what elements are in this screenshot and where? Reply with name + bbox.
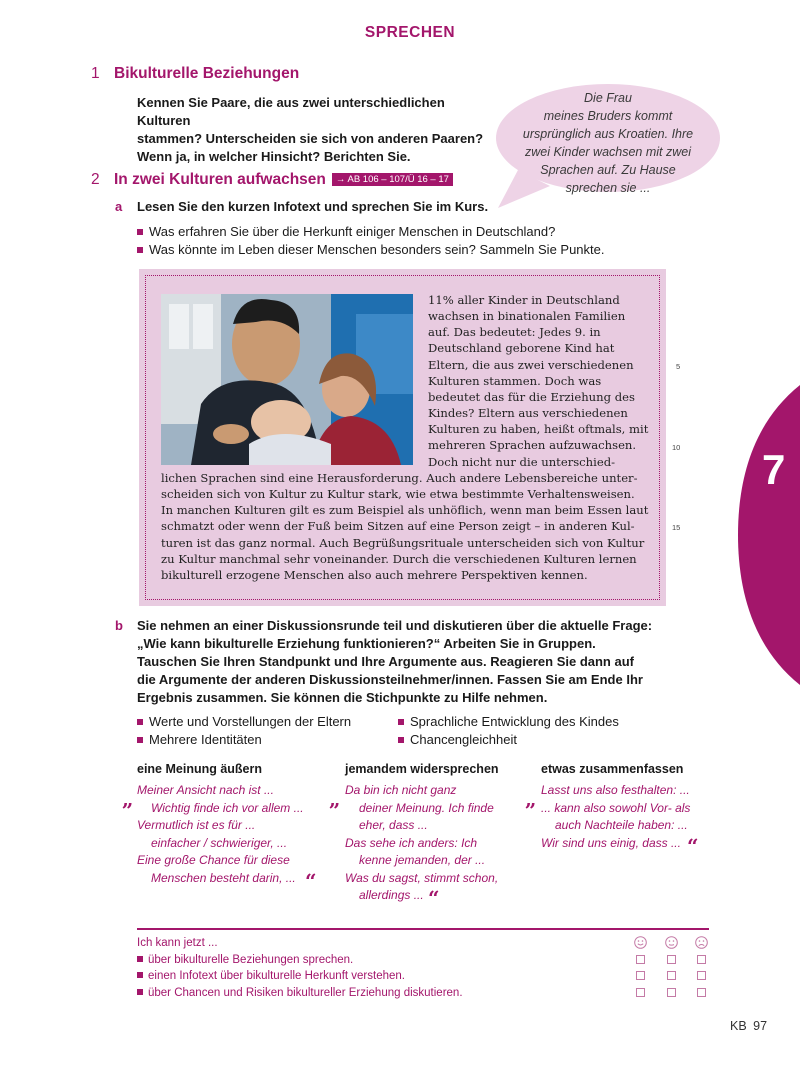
- cando-item: über Chancen und Risiken bikultureller Erziehung diskutieren.: [137, 985, 617, 1002]
- checkbox-row1-good[interactable]: [636, 955, 645, 964]
- chapter-number: 7: [762, 446, 786, 493]
- workbook-reference: → AB 106 – 107/Ü 16 – 17: [332, 173, 453, 186]
- phrase-head-opinion: eine Meinung äußern: [137, 762, 263, 776]
- phrase-list-summarize: Lasst uns also festhalten: ... ... kann also sowohl Vor- als auch Nachteile haben: ... Wir sind uns einig, dass ...: [541, 783, 691, 850]
- line-number-5: 5: [676, 362, 681, 371]
- list-item: Sprachliche Entwicklung des Kindes: [398, 713, 658, 731]
- family-photo: [161, 294, 413, 465]
- speech-bubble-text: Die Frau meines Bruders kommt ursprünglich aus Kroatien. Ihre zwei Kinder wachsen mit zwei Sprachen auf. Zu Hause sprechen sie ...: [522, 91, 694, 195]
- close-quote-mark: “: [305, 869, 317, 893]
- close-quote-mark: “: [428, 886, 440, 910]
- open-quote-mark: „: [329, 787, 341, 811]
- checkbox-row2-bad[interactable]: [697, 971, 706, 980]
- phrase-list-opinion: Meiner Ansicht nach ist ... Wichtig finde ich vor allem ... Vermutlich ist es für ... einfacher / schwieriger, ... Eine große Chance für diese Menschen besteht darin, ...: [137, 783, 304, 885]
- task-2-number: 2: [91, 171, 100, 188]
- phrase-head-summarize: etwas zusammenfassen: [541, 762, 684, 776]
- infotext-full-width: lichen Sprachen sind eine Herausforderung. Auch andere Lebensbereiche unter- scheiden sich von Kultur zu Kultur stark, wie etwa bestimmte Verhaltensweisen. In manchen Kulturen gilt es zum Beispiel als unhöflich, wenn man beim Essen laut schmatzt oder wenn der Fuß beim Sitzen auf eine Person zeigt – in anderen Kul- turen ist das ganz normal. Auch Begrüßungsrituale unterscheiden sich von Kultur zu Kultur manchmal sehr voneinander. Durch die verschiedenen Kulturen lernen bikulturell erzogene Menschen also auch mehrere Perspektiven kennen.: [161, 471, 649, 582]
- task-2a-instruction: Lesen Sie den kurzen Infotext und sprechen Sie im Kurs.: [137, 199, 489, 214]
- task-1-text: Kennen Sie Paare, die aus zwei unterschiedlichen Kulturen stammen? Unterscheiden sie sich von anderen Paaren? Wenn ja, in welcher Hinsicht? Berichten Sie.: [137, 95, 484, 164]
- list-item: Mehrere Identitäten: [137, 731, 387, 749]
- infotext-right-column: 11% aller Kinder in Deutschland wachsen in binationalen Familien auf. Das bedeutet: Jedes 9. in Deutschland geborene Kind hat Eltern, die aus zwei verschiedenen Kulturen stammen. Doch was bedeutet das für die Erziehung des Kindes? Eltern aus verschiedenen Kulturen zu haben, heißt oftmals, mit mehreren Sprachen aufzuwachsen. Doch nicht nur die unterschied-: [428, 293, 649, 469]
- page-number: 97: [753, 1019, 768, 1033]
- list-item: Werte und Vorstellungen der Eltern: [137, 713, 387, 731]
- cando-item: über bikulturelle Beziehungen sprechen.: [137, 952, 617, 969]
- list-item: Chancengleichheit: [398, 731, 658, 749]
- list-item: Was könnte im Leben dieser Menschen besonders sein? Sammeln Sie Punkte.: [137, 241, 697, 259]
- sad-face-icon: [695, 936, 708, 949]
- task-2b-bullets-right: [398, 713, 658, 749]
- phrase-head-contradict: jemandem widersprechen: [345, 762, 499, 776]
- checkbox-row1-ok[interactable]: [667, 955, 676, 964]
- task-2-title: [114, 171, 453, 189]
- checkbox-row3-ok[interactable]: [667, 988, 676, 997]
- checkbox-row3-good[interactable]: [636, 988, 645, 997]
- task-1-title: Bikulturelle Beziehungen: [114, 65, 300, 82]
- cando-item: einen Infotext über bikulturelle Herkunft verstehen.: [137, 968, 617, 985]
- task-2b-letter: b: [115, 618, 123, 633]
- happy-face-icon: [634, 936, 647, 949]
- line-number-10: 10: [672, 443, 681, 452]
- task-2b-bullets-left: [137, 713, 387, 749]
- checkbox-row2-good[interactable]: [636, 971, 645, 980]
- page-footer: [730, 1019, 767, 1033]
- checkbox-row3-bad[interactable]: [697, 988, 706, 997]
- checkbox-row2-ok[interactable]: [667, 971, 676, 980]
- cando-intro: Ich kann jetzt ...: [137, 937, 218, 949]
- task-2-title-text: In zwei Kulturen aufwachsen: [114, 171, 326, 188]
- list-item: Was erfahren Sie über die Herkunft einiger Menschen in Deutschland?: [137, 223, 697, 241]
- chapter-tab: [730, 385, 800, 685]
- section-title: SPRECHEN: [364, 24, 456, 41]
- footer-label: KB: [730, 1019, 747, 1033]
- task-1-number: 1: [91, 65, 100, 82]
- task-2a-bullets: [137, 223, 697, 259]
- line-number-15: 15: [672, 523, 681, 532]
- cando-divider: [137, 928, 709, 930]
- phrase-list-contradict: Da bin ich nicht ganz deiner Meinung. Ich finde eher, dass ... Das sehe ich anders: Ich kenne jemanden, der ... Was du sagst, stimmt schon, allerdings ...: [345, 783, 499, 902]
- checkbox-row1-bad[interactable]: [697, 955, 706, 964]
- close-quote-mark: “: [687, 834, 699, 858]
- neutral-face-icon: [665, 936, 678, 949]
- task-2a-letter: a: [115, 199, 123, 214]
- task-2b-instruction: Sie nehmen an einer Diskussionsrunde teil und diskutieren über die aktuelle Frage: „Wie kann bikulturelle Erziehung funktionieren?“ Arbeiten Sie in Gruppen. Tauschen Sie Ihren Standpunkt und Ihre Argumente aus. Reagieren Sie dann auf die Argumente der anderen Diskussionsteilnehmer/innen. Fassen Sie am Ende Ihr Ergebnis zusammen. Sie können die Stichpunkte zu Hilfe nehmen.: [137, 618, 653, 705]
- cando-list: [137, 935, 617, 1001]
- open-quote-mark: „: [122, 787, 134, 811]
- open-quote-mark: „: [525, 787, 537, 811]
